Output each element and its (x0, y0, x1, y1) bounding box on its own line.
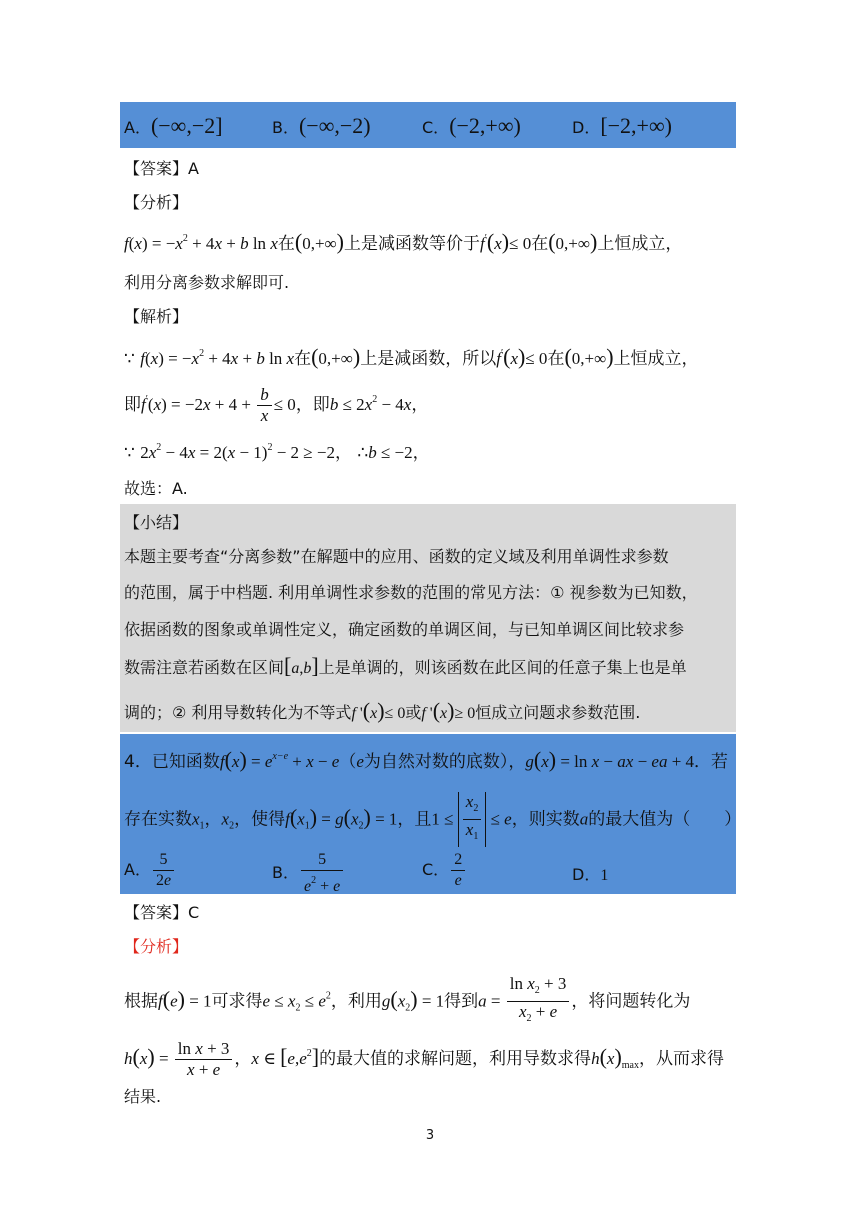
q4-answer: 【答案】C (124, 903, 200, 922)
page-number: 3 (425, 1128, 435, 1143)
summary-line-2: 的范围，属于中档题. 利用单调性求参数的范围的常见方法：① 视参数为已知数， (124, 583, 698, 602)
summary-line-3: 依据函数的图象或单调性定义，确定函数的单调区间，与已知单调区间比较求参 (124, 620, 685, 639)
text: ．若 (694, 752, 729, 772)
summary-line-4: 数需注意若函数在区间[a,b]上是单调的，则该函数在此区间的任意子集上也是单 (124, 653, 687, 678)
text: ，从而求得 (638, 1049, 724, 1069)
summary-heading: 【小结】 (124, 513, 189, 532)
q4-analysis-heading: 【分析】 (124, 937, 189, 956)
because-symbol: ∵ (124, 443, 135, 463)
text: ，使得 (234, 809, 286, 830)
q3-analysis-line1: $f(x) = -x^2 + 4x + b$ ln x在(0,+∞)上是减函数等价于f′(x)≤ 0在(0,+∞)上恒成立， (124, 229, 683, 254)
text: 在 (531, 234, 549, 254)
text: ，即 (295, 395, 330, 415)
text: ， (412, 443, 430, 463)
text: 得到 (444, 991, 479, 1012)
text: ，利用 (330, 991, 382, 1012)
text: ， (204, 809, 222, 830)
text: 的最大值的求解问题，利用导数求得 (319, 1049, 592, 1069)
q4-option-d[interactable] (572, 862, 608, 885)
q3-option-c[interactable] (422, 113, 521, 139)
option-expr: (−2,+∞) (449, 113, 521, 138)
q4-stem-line1: 4．已知函数$f(x) = e^{x-e} + x - e(e$为自然对数的底数），g(x) = ln x − ax − ea + 4．若 (124, 747, 729, 772)
q3-solution-heading: 【解析】 (124, 307, 189, 326)
text: 即 (124, 395, 141, 415)
summary-box (120, 504, 736, 732)
text: 为自然对数的底数）， (363, 752, 526, 772)
q3-choose: 故选：A. (124, 479, 188, 498)
q3-answer: 【答案】A (124, 159, 199, 178)
text: 数需注意若函数在区间 (124, 658, 285, 677)
q3-option-d[interactable] (572, 113, 672, 139)
option-label: C． (422, 118, 450, 137)
text: 可求得 (211, 991, 263, 1012)
text: 上是减函数，所以 (360, 349, 497, 369)
text: （ (339, 752, 357, 772)
q4-option-b[interactable]: B． $\frac{5}{e^2 + e}$ (272, 850, 345, 897)
option-expr: (−∞,−2) (298, 113, 371, 138)
text: 存在实数 (124, 809, 192, 830)
option-label: B． (272, 863, 299, 882)
q4-option-a[interactable]: A． $\frac{5}{2e}$ (124, 850, 176, 891)
option-label: D． (572, 865, 601, 884)
text: 调的；② 利用导数转化为不等式 (124, 703, 352, 722)
option-label: C． (422, 860, 450, 879)
text: ， (234, 1049, 252, 1069)
q3-solution-line2: 即f′(x) = −2x + 4 + $\frac{b}{x}$ ≤ 0，即$b \le 2x^2 - 4x$， (124, 384, 429, 425)
fraction-b-over-x: $\frac{b}{x}$ (257, 385, 272, 426)
text: 4．已知函数 (124, 752, 220, 772)
q4-analysis-line3: 结果. (124, 1087, 162, 1106)
option-expr: (−∞,−2] (150, 113, 223, 138)
option-label: A． (124, 118, 151, 137)
text: 上恒成立， (597, 234, 683, 254)
text: 在 (277, 234, 295, 254)
q3-option-a[interactable] (124, 113, 223, 139)
text: ，且 (397, 809, 432, 830)
text: 在 (294, 349, 312, 369)
option-label: B． (272, 118, 299, 137)
option-label: D． (572, 118, 601, 137)
q3-solution-line1: ∵ $f(x) = -x^2 + 4x + b$ ln x在(0,+∞)上是减函数，所以f′(x)≤ 0在(0,+∞)上恒成立， (124, 344, 699, 369)
q3-analysis-heading: 【分析】 (124, 193, 189, 212)
q4-analysis-line2: h(x) = $\frac{\text{ln x + 3}}{x + e}$ ，x ∈ $[e,e^2]$的最大值的求解问题，利用导数求得$h(x)_{max}$，从而求得 (124, 1038, 724, 1079)
therefore-symbol: ∴ (357, 443, 369, 463)
option-value: 1 (600, 867, 609, 884)
q4-analysis-line1: 根据f(e) = 1可求得$e \le x_2 \le e^2$，利用$g(x_2) = 1$得到a = $\frac{\ln x_2 + 3}{x_2 + e}$ ，将问题转化为 (124, 974, 691, 1024)
text: ， (334, 443, 352, 463)
text: 上是减函数等价于 (343, 234, 480, 254)
text: 上是单调的，则该函数在此区间的任意子集上也是单 (318, 658, 687, 677)
text: 在 (547, 349, 565, 369)
summary-line-1: 本题主要考查“分离参数”在解题中的应用、函数的定义域及利用单调性求参数 (124, 547, 669, 566)
because-symbol: ∵ (124, 349, 135, 369)
option-expr: [−2,+∞) (600, 113, 672, 138)
text: ，将问题转化为 (571, 991, 691, 1012)
summary-line-5: 调的；② 利用导数转化为不等式f '(x)≤ 0或f '(x)≥ 0恒成立问题求参数范围. (124, 698, 641, 723)
text: 恒成立问题求参数范围. (475, 703, 641, 722)
text: 上恒成立， (613, 349, 699, 369)
q3-option-b[interactable] (272, 113, 371, 139)
text: 或 (405, 703, 422, 722)
q3-analysis-line2: 利用分离参数求解即可. (124, 273, 290, 292)
text: 根据 (124, 991, 158, 1012)
abs-ratio: $\frac{x_2}{x_1}$ (458, 792, 487, 847)
text: ， (411, 395, 429, 415)
q4-stem-line2: 存在实数$x_1$，$x_2$，使得$f(x_1) = g(x_2) = 1$，且1 ≤ $\frac{x_2}{x_1}$ ≤ e，则实数a的最大值为（ ） (124, 792, 741, 849)
q4-option-c[interactable]: C． $\frac{2}{e}$ (422, 850, 467, 891)
option-label: A． (124, 860, 151, 879)
text: 的最大值为（ ） (588, 809, 742, 830)
text: ，则实数 (511, 809, 580, 830)
q3-solution-line3: ∵ $2x^2 - 4x = 2(x - 1)^2 - 2 \ge -2$， ∴b ≤ −2， (124, 442, 430, 463)
